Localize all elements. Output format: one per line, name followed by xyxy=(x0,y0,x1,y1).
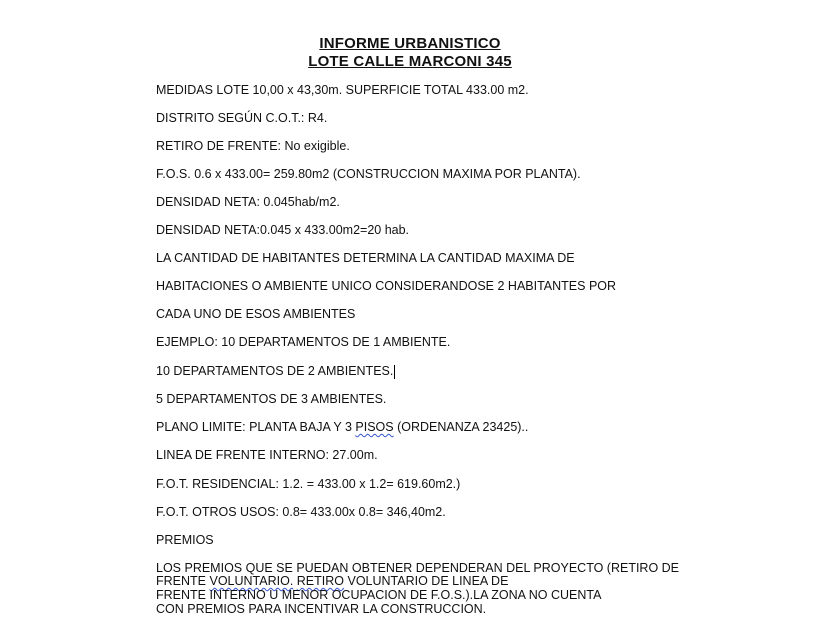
line-medidas: MEDIDAS LOTE 10,00 x 43,30m. SUPERFICIE TOTAL 433.00 m2. xyxy=(156,83,529,97)
line-cantidad-3: CADA UNO DE ESOS AMBIENTES xyxy=(156,307,356,321)
line-fos: F.O.S. 0.6 x 433.00= 259.80m2 (CONSTRUCCION MAXIMA POR PLANTA). xyxy=(156,167,581,181)
line-premios-heading: PREMIOS xyxy=(156,533,214,547)
document-title: INFORME URBANISTICO xyxy=(319,35,501,52)
document-subtitle: LOTE CALLE MARCONI 345 xyxy=(308,53,512,70)
line-plano-limite xyxy=(156,420,528,434)
line-densidad-calculo: DENSIDAD NETA:0.045 x 433.00m2=20 hab. xyxy=(156,223,410,237)
line-premios-2 xyxy=(156,574,508,588)
plano-text-a: PLANO LIMITE: PLANTA BAJA Y 3 xyxy=(156,420,356,434)
line-fot-residencial: F.O.T. RESIDENCIAL: 1.2. = 433.00 x 1.2= 619.60m2.) xyxy=(156,477,461,491)
line-deptos-2[interactable] xyxy=(156,364,395,379)
plano-text-c: (ORDENANZA 23425).. xyxy=(393,420,529,434)
premios-2-e: VOLUNTARIO DE LINEA DE xyxy=(344,574,509,588)
line-premios-3: FRENTE INTERNO U MENOR OCUPACION DE F.O.S.).LA ZONA NO CUENTA xyxy=(156,588,602,602)
text-cursor xyxy=(394,365,395,379)
line-fot-otros: F.O.T. OTROS USOS: 0.8= 433.00x 0.8= 346,40m2. xyxy=(156,505,446,519)
line-cantidad-2: HABITACIONES O AMBIENTE UNICO CONSIDERANDOSE 2 HABITANTES POR xyxy=(156,279,617,293)
deptos-2-text: 10 DEPARTAMENTOS DE 2 AMBIENTES. xyxy=(156,364,394,378)
spellcheck-word[interactable]: RETIRO xyxy=(296,574,345,588)
line-deptos-3: 5 DEPARTAMENTOS DE 3 AMBIENTES. xyxy=(156,392,387,406)
line-ejemplo: EJEMPLO: 10 DEPARTAMENTOS DE 1 AMBIENTE. xyxy=(156,335,451,349)
line-premios-1: LOS PREMIOS QUE SE PUEDAN OBTENER DEPENDERAN DEL PROYECTO (RETIRO DE xyxy=(156,561,680,575)
line-frente-interno: LINEA DE FRENTE INTERNO: 27.00m. xyxy=(156,448,378,462)
premios-2-a: FRENTE xyxy=(156,574,210,588)
line-retiro: RETIRO DE FRENTE: No exigible. xyxy=(156,139,350,153)
line-distrito: DISTRITO SEGÚN C.O.T.: R4. xyxy=(156,111,328,125)
line-premios-4: CON PREMIOS PARA INCENTIVAR LA CONSTRUCCION. xyxy=(156,602,487,616)
line-densidad-neta: DENSIDAD NETA: 0.045hab/m2. xyxy=(156,195,340,209)
spellcheck-word[interactable]: VOLUNTARIO. xyxy=(209,574,294,588)
line-cantidad-1: LA CANTIDAD DE HABITANTES DETERMINA LA CANTIDAD MAXIMA DE xyxy=(156,251,575,265)
spellcheck-word[interactable]: PISOS xyxy=(355,420,394,434)
